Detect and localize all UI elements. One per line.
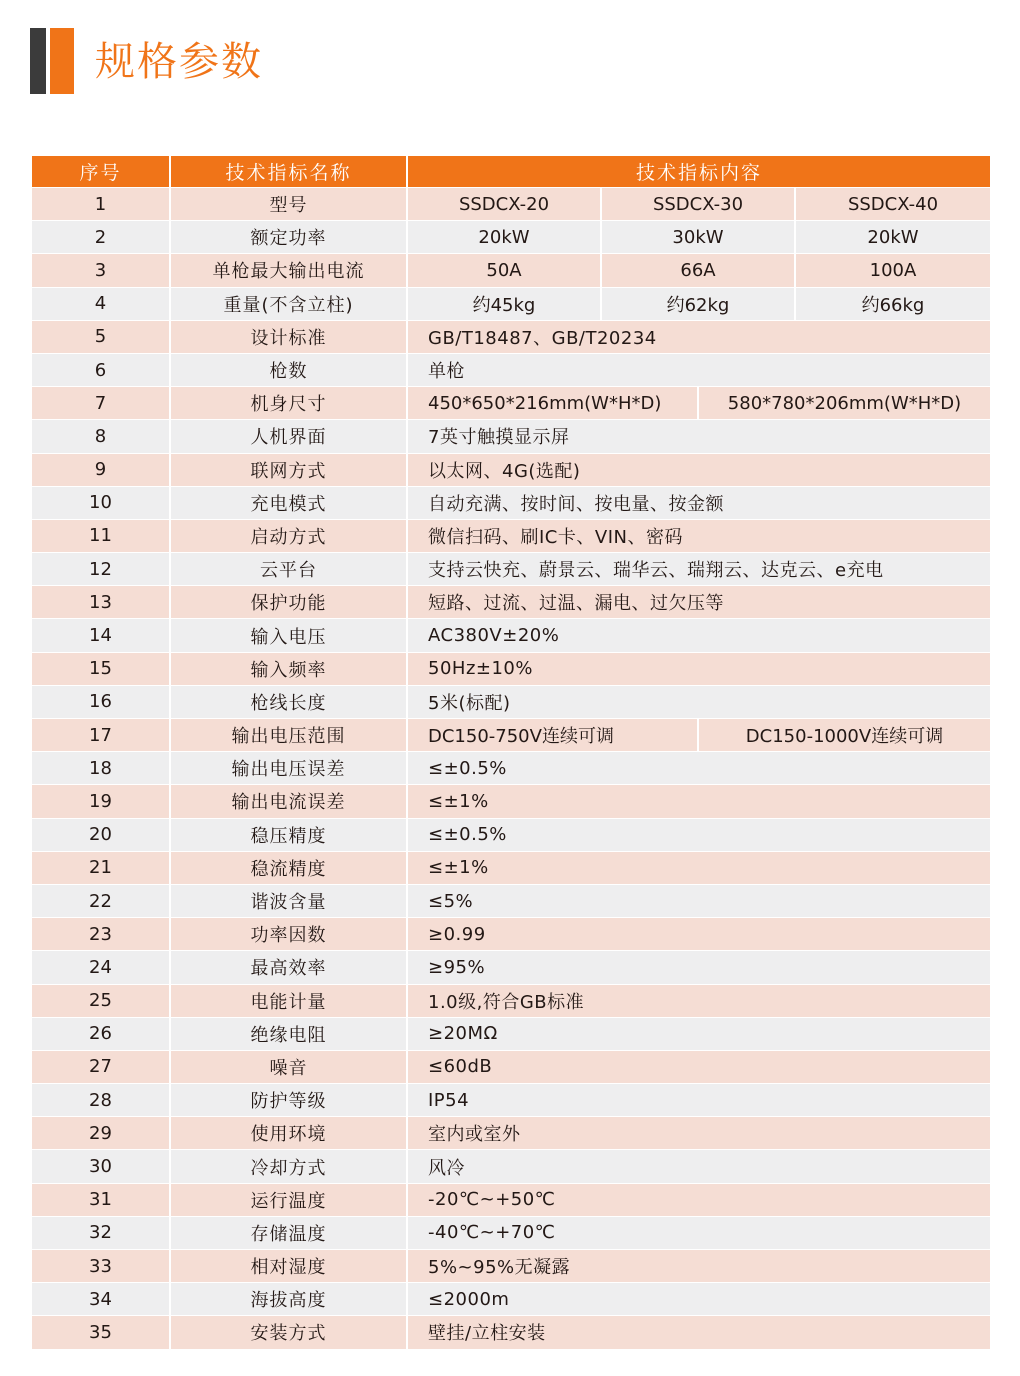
row-value: 壁挂/立柱安装: [428, 1323, 546, 1345]
row-value: ≥0.99: [428, 923, 486, 945]
row-index: 6: [32, 354, 171, 386]
row-index: 13: [32, 586, 171, 618]
row-name: 安装方式: [171, 1316, 408, 1348]
table-row: [32, 985, 990, 1018]
table-row: [32, 653, 990, 686]
row-index: 19: [32, 785, 171, 817]
row-name: 启动方式: [171, 520, 408, 552]
table-row: [32, 686, 990, 719]
row-name: 输出电压误差: [171, 752, 408, 784]
row-value: 支持云快充、蔚景云、瑞华云、瑞翔云、达克云、e充电: [428, 560, 884, 582]
row-index: 12: [32, 553, 171, 585]
row-value: ≤60dB: [428, 1056, 493, 1078]
row-index: 34: [32, 1283, 171, 1315]
row-name: 联网方式: [171, 454, 408, 486]
row-index: 23: [32, 918, 171, 950]
table-row: [32, 487, 990, 520]
table-row: [32, 586, 990, 619]
row-index: 20: [32, 819, 171, 851]
table-body: [32, 188, 990, 1350]
row-value: 50Hz±10%: [428, 658, 533, 680]
row-index: 33: [32, 1250, 171, 1282]
row-name: 输入电压: [171, 619, 408, 651]
row-name: 谐波含量: [171, 885, 408, 917]
row-name: 人机界面: [171, 420, 408, 452]
row-name: 保护功能: [171, 586, 408, 618]
row-name: 冷却方式: [171, 1150, 408, 1182]
row-value: GB/T18487、GB/T20234: [428, 327, 657, 349]
table-row: [32, 852, 990, 885]
row-index: 30: [32, 1150, 171, 1182]
header-name: 技术指标名称: [171, 156, 408, 187]
row-value: 7英寸触摸显示屏: [428, 427, 570, 449]
table-row: [32, 752, 990, 785]
table-row: [32, 420, 990, 453]
title-accent-bar: [30, 28, 74, 94]
title-accent-dark: [30, 28, 46, 94]
row-index: 10: [32, 487, 171, 519]
row-name: 枪线长度: [171, 686, 408, 718]
row-index: 25: [32, 985, 171, 1017]
row-index: 21: [32, 852, 171, 884]
row-value: SSDCX-20: [408, 188, 602, 220]
row-name: 重量(不含立柱): [171, 288, 408, 320]
table-header: [32, 156, 990, 188]
row-value: ≥20MΩ: [428, 1023, 498, 1045]
row-value: 66A: [602, 254, 796, 286]
table-row: [32, 1117, 990, 1150]
header-index: 序号: [32, 156, 171, 187]
table-row: [32, 387, 990, 420]
table-row: [32, 1184, 990, 1217]
table-row: [32, 1051, 990, 1084]
row-value: 约66kg: [861, 294, 925, 316]
row-name: 海拔高度: [171, 1283, 408, 1315]
table-row: [32, 354, 990, 387]
row-value: 短路、过流、过温、漏电、过欠压等: [428, 593, 724, 615]
row-index: 24: [32, 951, 171, 983]
table-row: [32, 1150, 990, 1183]
table-row: [32, 885, 990, 918]
row-value: ≤±0.5%: [428, 757, 507, 779]
row-value: DC150-1000V连续可调: [745, 726, 944, 748]
row-value: 5米(标配): [428, 692, 511, 714]
row-name: 最高效率: [171, 951, 408, 983]
row-name: 防护等级: [171, 1084, 408, 1116]
row-value: 单枪: [428, 361, 465, 383]
row-name: 设计标准: [171, 321, 408, 353]
row-value: 风冷: [428, 1157, 465, 1179]
table-row: [32, 1018, 990, 1051]
row-name: 机身尺寸: [171, 387, 408, 419]
row-index: 5: [32, 321, 171, 353]
table-row: [32, 1250, 990, 1283]
row-value: 约62kg: [602, 288, 796, 320]
row-name: 输入频率: [171, 653, 408, 685]
row-index: 27: [32, 1051, 171, 1083]
row-index: 35: [32, 1316, 171, 1348]
row-index: 17: [32, 719, 171, 751]
row-name: 输出电流误差: [171, 785, 408, 817]
row-value: 100A: [869, 259, 917, 281]
row-value: 20kW: [867, 226, 919, 248]
row-value: ≤2000m: [428, 1288, 510, 1310]
row-value: IP54: [428, 1089, 470, 1111]
row-value: 50A: [408, 254, 602, 286]
title-accent-orange: [50, 28, 74, 94]
row-index: 32: [32, 1217, 171, 1249]
row-index: 11: [32, 520, 171, 552]
row-value: ≤5%: [428, 890, 474, 912]
row-value: 微信扫码、刷IC卡、VIN、密码: [428, 526, 683, 548]
row-index: 3: [32, 254, 171, 286]
row-value: 5%~95%无凝露: [428, 1257, 571, 1279]
page-title: 规格参数: [95, 39, 263, 85]
row-name: 绝缘电阻: [171, 1018, 408, 1050]
table-row: [32, 951, 990, 984]
table-row: [32, 619, 990, 652]
row-value: ≤±1%: [428, 857, 489, 879]
row-name: 使用环境: [171, 1117, 408, 1149]
row-name: 电能计量: [171, 985, 408, 1017]
row-value: AC380V±20%: [428, 625, 560, 647]
table-row: [32, 288, 990, 321]
row-index: 9: [32, 454, 171, 486]
row-value: 580*780*206mm(W*H*D): [727, 392, 962, 414]
row-index: 16: [32, 686, 171, 718]
spec-table: [32, 156, 990, 1350]
table-row: [32, 1084, 990, 1117]
row-name: 额定功率: [171, 221, 408, 253]
row-value: DC150-750V连续可调: [408, 719, 699, 751]
row-index: 8: [32, 420, 171, 452]
row-value: 自动充满、按时间、按电量、按金额: [428, 493, 724, 515]
row-value: 约45kg: [408, 288, 602, 320]
table-row: [32, 1217, 990, 1250]
row-name: 云平台: [171, 553, 408, 585]
row-name: 存储温度: [171, 1217, 408, 1249]
row-index: 29: [32, 1117, 171, 1149]
row-index: 26: [32, 1018, 171, 1050]
row-name: 枪数: [171, 354, 408, 386]
row-value: 20kW: [408, 221, 602, 253]
row-value: 以太网、4G(选配): [428, 460, 581, 482]
row-value: ≤±1%: [428, 790, 489, 812]
row-name: 稳压精度: [171, 819, 408, 851]
row-value: ≥95%: [428, 956, 486, 978]
row-index: 7: [32, 387, 171, 419]
row-index: 18: [32, 752, 171, 784]
row-value: -40℃~+70℃: [428, 1222, 556, 1244]
row-value: 450*650*216mm(W*H*D): [408, 387, 699, 419]
row-name: 充电模式: [171, 487, 408, 519]
row-value: SSDCX-40: [847, 193, 939, 215]
row-name: 型号: [171, 188, 408, 220]
table-row: [32, 221, 990, 254]
row-value: 室内或室外: [428, 1124, 521, 1146]
table-row: [32, 1316, 990, 1349]
table-row: [32, 188, 990, 221]
header-content: 技术指标内容: [635, 162, 762, 184]
row-value: -20℃~+50℃: [428, 1189, 556, 1211]
row-value: SSDCX-30: [602, 188, 796, 220]
table-row: [32, 719, 990, 752]
row-name: 稳流精度: [171, 852, 408, 884]
row-value: 30kW: [602, 221, 796, 253]
row-value: ≤±0.5%: [428, 824, 507, 846]
table-row: [32, 454, 990, 487]
row-index: 4: [32, 288, 171, 320]
row-name: 输出电压范围: [171, 719, 408, 751]
row-index: 31: [32, 1184, 171, 1216]
table-row: [32, 254, 990, 287]
row-name: 功率因数: [171, 918, 408, 950]
table-row: [32, 819, 990, 852]
table-row: [32, 321, 990, 354]
row-index: 28: [32, 1084, 171, 1116]
table-row: [32, 1283, 990, 1316]
row-index: 2: [32, 221, 171, 253]
row-name: 噪音: [171, 1051, 408, 1083]
row-index: 14: [32, 619, 171, 651]
row-name: 相对湿度: [171, 1250, 408, 1282]
row-index: 15: [32, 653, 171, 685]
table-row: [32, 785, 990, 818]
row-name: 运行温度: [171, 1184, 408, 1216]
table-row: [32, 553, 990, 586]
row-index: 22: [32, 885, 171, 917]
table-row: [32, 520, 990, 553]
row-index: 1: [32, 188, 171, 220]
row-value: 1.0级,符合GB标准: [428, 991, 585, 1013]
row-name: 单枪最大输出电流: [171, 254, 408, 286]
table-row: [32, 918, 990, 951]
